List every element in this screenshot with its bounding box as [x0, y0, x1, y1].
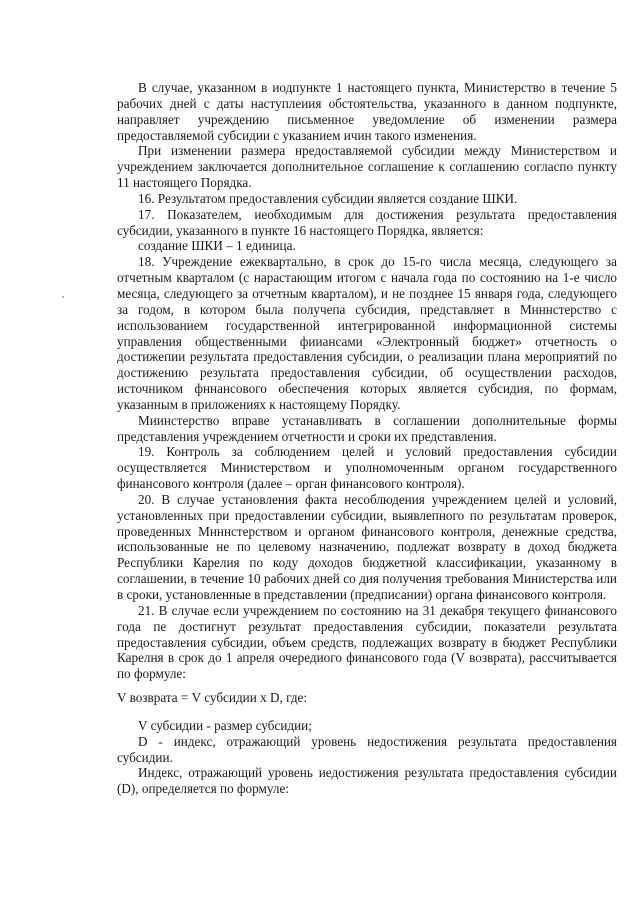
paragraph-18-reporting: 18. Учреждение ежеквартально, в срок до 15-го числа месяца, следующего за отчетным кварталом (с нарастающим итогом с начала года по состоянию на 1-е число месяца, следующего за отчетным кварталом), и не позднее 15 января года, следующего за годом, в котором была получепа субсидия, представляет в Мнннстерство с использованием государственной интегрированной информационной системы управления общественными фииансами «Электронный бюджет» отчетность о достижепии результата предоставления субсидии, о реализации плана мероприятий по достижению результата предоставления субсидии, об осуществлении расходов, источником фннансового обеспечения которых является субсидия, по формам, указанным в приложениях к настоящему Порядку.	[117, 254, 617, 412]
refund-formula: V возврата = V субсидии х D, где:	[117, 690, 308, 706]
paragraph-17-indicator: 17. Показателем, иеобходимым для достижения результата предоставления субсидии, указанного в пункте 16 настоящего Порядка, является:	[117, 206, 617, 238]
definition-v-subsidy: V субсидии - размер субсидии;	[138, 717, 312, 733]
paragraph-additional-agreement: При изменении размера нредоставляемой субсидии между Министерством и учреждением заключается дополнительное соглашение к соглашению согласпо пункту 11 настоящего Порядка.	[117, 143, 617, 191]
paragraph-21-formula-intro: 21. В случае если учреждением по состоянию на 31 декабря текущего финансового года пе достигнут результат предоставления субсидии, показатели результата предоставления субсидии, объем средств, подлежащих возврату в бюджет Республики Карелня в срок до 1 апреля очередиого финансового года (V возврата), рассчитывается по формуле:	[117, 602, 617, 682]
definition-d-index: D - индекс, отражающий уровень недостижения результата предоставления субсидии.	[117, 733, 617, 765]
paragraph-subsidy-change-notice: В случае, указанном в иодпункте 1 настоящего пункта, Министерство в течение 5 рабочих дней с даты наступлеиия обстоятельства, указанного в данном подпункте, направляет учреждению письменное уведомление об изменении размера предоставляемой субсидии с указанием ичин такого изменения.	[117, 80, 617, 143]
document-page	[117, 80, 617, 797]
paragraph-d-formula-intro: Индекс, отражающий уровень иедостижения результата предоставления субсидии (D), определяется по формуле:	[117, 765, 617, 797]
paragraph-additional-forms: Миинстерство вправе устанавливать в соглашении дополнительные формы представления учреждением отчетности и сроки их представления.	[117, 412, 617, 444]
paragraph-16-result: 16. Результатом предоставления субсидии является создание ШКИ.	[138, 190, 518, 206]
scan-speck	[62, 296, 64, 298]
paragraph-20-refund: 20. В случае установления факта несоблюдения учреждением целей и условий, установленных при предоставлении субсидии, выявлепного по результатам проверок, проведенных Мнннстерством и органом финансового контроля, денежные средства, использованные не по целевому назначению, подлежат возврату в доход бюджета Республики Карелия по коду доходов бюджетной классификации, указанному в соглашении, в течение 10 рабочих дней со дия получения требования Министерства или в сроки, установленные в представлении (предписании) органа финансового контроля.	[117, 491, 617, 602]
paragraph-indicator-value: создание ШКИ – 1 единица.	[138, 238, 296, 254]
paragraph-19-control: 19. Контроль за соблюдением целей и условий предоставления субсидии осуществляется Министерством и уполномоченным органом государственного финансового контроля (далее – орган финансового контроля).	[117, 444, 617, 492]
